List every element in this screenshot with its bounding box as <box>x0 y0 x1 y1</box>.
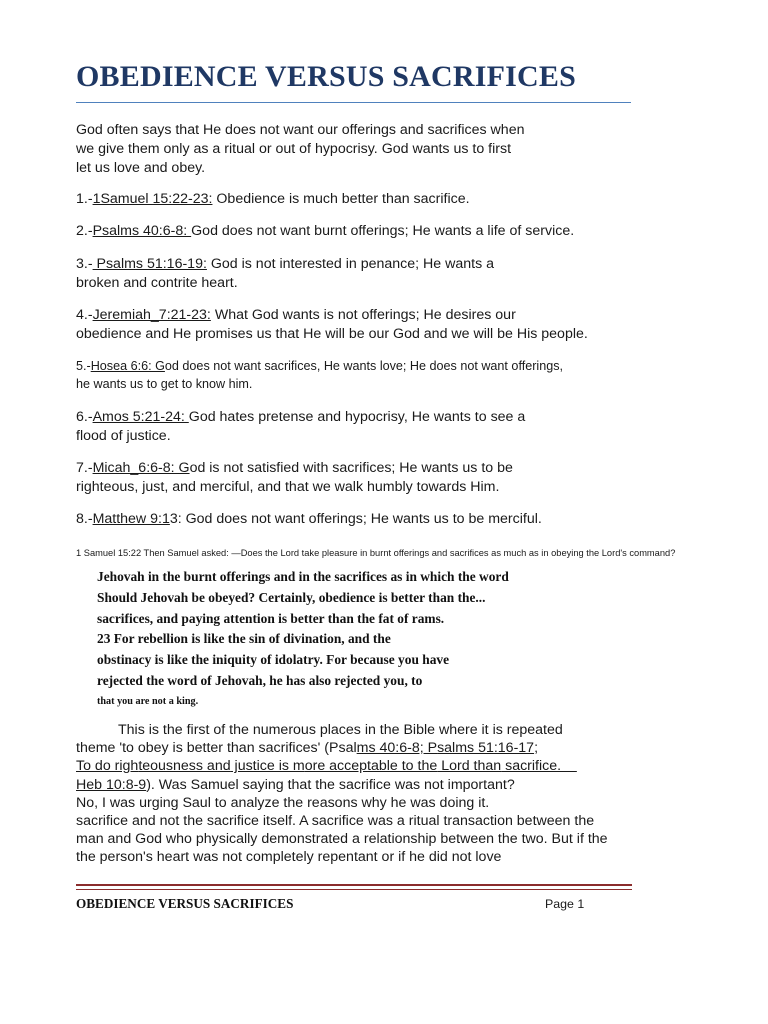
underlined-text: Lord than <box>437 758 502 775</box>
list-item <box>76 306 588 344</box>
item-number: 8.- <box>76 511 93 527</box>
item-number: 5.- <box>76 359 91 373</box>
list-item <box>76 222 574 241</box>
item-text: he wants us to get to know him. <box>76 377 253 391</box>
list-item <box>76 190 470 209</box>
underlined-text: ore accep <box>304 758 368 775</box>
item-text: 3: God does not want offerings; He wants us to be merciful. <box>169 511 542 527</box>
body-line: sacrifice and not the sacrifice itself. A sacrifice was a ritual transaction between the <box>76 813 595 830</box>
quote-line: obstinacy is like the iniquity of idolatry. For because you have <box>97 652 450 668</box>
body-line <box>76 739 608 757</box>
item-number: 6.- <box>76 409 93 425</box>
scripture-reference-link[interactable]: Hosea 6:6: G <box>90 359 165 373</box>
intro-line: God often says that He does not want our offerings and sacrifices when <box>76 122 525 138</box>
underlined-text: teousness and <box>138 758 231 775</box>
body-paragraph <box>76 721 608 867</box>
footer-title: OBEDIENCE VERSUS SACRIFICES <box>76 896 294 911</box>
body-line: the person's heart was not completely repentant or if he did not love <box>76 849 502 866</box>
item-number: 3.- <box>76 256 93 272</box>
item-text: flood of justice. <box>76 428 171 444</box>
body-line: This is the first of the numerous places in the Bible where it is repeated <box>118 722 563 738</box>
list-item <box>76 357 563 393</box>
scripture-reference-link[interactable]: Jeremiah_7:21-23: <box>92 307 211 323</box>
item-number: 4.- <box>76 307 93 323</box>
underlined-text: To do righ <box>76 758 139 775</box>
item-number: 1.- <box>76 191 93 207</box>
intro-paragraph <box>76 121 524 178</box>
page-number: Page 1 <box>545 897 585 911</box>
list-item <box>76 510 542 529</box>
scripture-reference-link[interactable]: Amos 5:21-24: <box>92 409 189 425</box>
quote-line: 23 For rebellion is like the sin of divination, and the <box>97 631 391 647</box>
body-text: ; <box>534 740 539 757</box>
scripture-reference-link[interactable]: Psalms 51:16-19: <box>92 256 207 272</box>
item-text: obedience and He promises us that He will be our God and we will be His people. <box>76 326 588 342</box>
scripture-reference-link[interactable]: Micah_6:6-8: G <box>92 460 190 476</box>
quote-line: rejected the word of Jehovah, he has also rejected you, to <box>97 672 423 688</box>
body-line <box>76 757 608 775</box>
page-title: OBEDIENCE VERSUS SACRIFICES <box>76 60 576 93</box>
item-text: od does not want sacrifices, He wants love; He does not want offerings, <box>164 359 564 373</box>
underlined-text: table to the <box>367 758 438 775</box>
title-divider <box>76 102 631 103</box>
footer-divider <box>76 884 632 886</box>
list-item <box>76 255 494 293</box>
quote-line: Should Jehovah be obeyed? Certainly, obedience is better than the... <box>97 589 486 605</box>
scripture-reference-link[interactable]: salms 51:16-17 <box>437 740 535 757</box>
item-number: 2.- <box>76 223 93 239</box>
body-text: ). Was Samuel saying that the sacrifice was not important? <box>146 776 515 793</box>
item-text: Obedience is much better than sacrifice. <box>212 191 470 207</box>
body-line: man and God who physically demonstrated a relationship between the two. But if the <box>76 831 608 848</box>
item-text: God does not want burnt offerings; He wants a life of service. <box>191 223 575 239</box>
item-text: God is not interested in penance; He wants a <box>206 256 494 272</box>
intro-line: we give them only as a ritual or out of hypocrisy. God wants us to first <box>76 141 512 157</box>
underlined-text: justice is m <box>230 758 305 775</box>
footer-divider <box>76 889 632 890</box>
scripture-reference-link[interactable]: Heb 10:8-9 <box>76 776 147 793</box>
quote-line: sacrifices, and paying attention is better than the fat of rams. <box>97 610 445 626</box>
quote-line: Jehovah in the burnt offerings and in the sacrifices as in which the word <box>97 569 509 584</box>
quote-line: that you are not a king. <box>97 695 199 707</box>
body-line: No, I was urging Saul to analyze the reasons why he was doing it. <box>76 794 490 811</box>
footnote-verse: 1 Samuel 15:22 Then Samuel asked: —Does the Lord take pleasure in burnt offerings and sacrifices as much as in obeying the Lord's command? <box>76 548 676 558</box>
list-item <box>76 459 513 497</box>
body-line <box>76 776 608 794</box>
scripture-reference-link[interactable]: ms 40:6-8; P <box>356 740 438 757</box>
scripture-reference-link[interactable]: 1Samuel 15:22-23: <box>92 191 213 207</box>
item-text: God hates pretense and hypocrisy, He wants to see a <box>188 409 526 425</box>
item-text: What God wants is not offerings; He desires our <box>210 307 516 323</box>
item-text: od is not satisfied with sacrifices; He wants us to be <box>189 460 513 476</box>
scripture-reference-link[interactable]: Psalms 40:6-8: <box>92 223 192 239</box>
list-item <box>76 408 525 446</box>
item-text: broken and contrite heart. <box>76 275 238 291</box>
item-number: 7.- <box>76 460 93 476</box>
block-quote <box>97 567 509 713</box>
scripture-reference-link[interactable]: Matthew 9:1 <box>92 511 170 527</box>
intro-line: let us love and obey. <box>76 160 206 176</box>
underlined-text: sacrifice. <box>501 758 577 775</box>
body-text: theme 'to obey is better than sacrifices' (Psal <box>76 740 357 757</box>
item-text: righteous, just, and merciful, and that we walk humbly towards Him. <box>76 479 500 495</box>
